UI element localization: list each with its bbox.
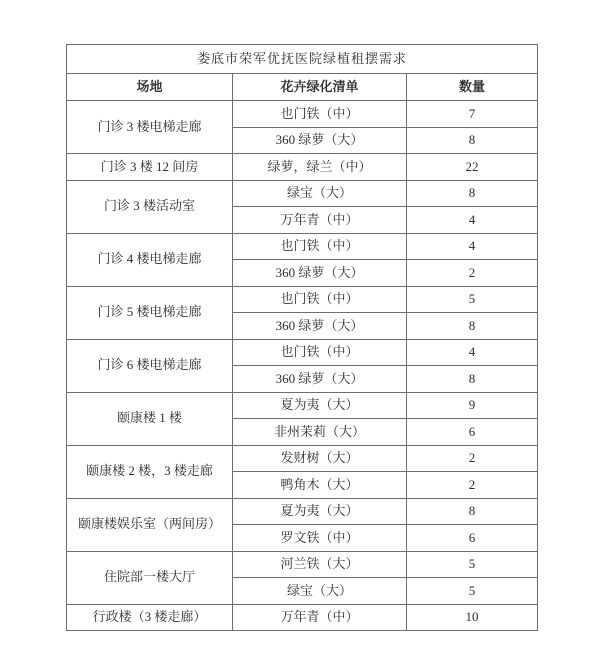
plant-cell: 绿宝（大） xyxy=(233,180,407,207)
plant-cell: 罗文铁（中） xyxy=(233,525,407,552)
plant-cell: 万年青（中） xyxy=(233,207,407,234)
plant-cell: 鸭角木（大） xyxy=(233,472,407,499)
quantity-cell: 5 xyxy=(407,551,538,578)
table-title: 娄底市荣军优抚医院绿植租摆需求 xyxy=(67,45,538,74)
venue-cell: 门诊 4 楼电梯走廊 xyxy=(67,233,233,286)
venue-cell: 住院部一楼大厅 xyxy=(67,551,233,604)
quantity-cell: 8 xyxy=(407,180,538,207)
quantity-cell: 4 xyxy=(407,233,538,260)
plant-cell: 非州茉莉（大） xyxy=(233,419,407,446)
table-row xyxy=(67,551,538,578)
quantity-cell: 4 xyxy=(407,207,538,234)
plant-cell: 绿宝（大） xyxy=(233,578,407,605)
plant-cell: 河兰铁（大） xyxy=(233,551,407,578)
quantity-cell: 8 xyxy=(407,313,538,340)
quantity-cell: 8 xyxy=(407,366,538,393)
table-row xyxy=(67,154,538,181)
table-row xyxy=(67,286,538,313)
venue-cell: 门诊 3 楼电梯走廊 xyxy=(67,101,233,154)
quantity-cell: 5 xyxy=(407,286,538,313)
quantity-cell: 2 xyxy=(407,472,538,499)
plant-cell: 也门铁（中） xyxy=(233,233,407,260)
plant-cell: 万年青（中） xyxy=(233,604,407,631)
quantity-cell: 6 xyxy=(407,419,538,446)
table-row xyxy=(67,392,538,419)
plant-cell: 也门铁（中） xyxy=(233,339,407,366)
table-body xyxy=(67,101,538,631)
table-row xyxy=(67,339,538,366)
quantity-cell: 5 xyxy=(407,578,538,605)
table-row xyxy=(67,101,538,128)
column-header-venue: 场地 xyxy=(67,74,233,101)
plant-cell: 也门铁（中） xyxy=(233,286,407,313)
quantity-cell: 4 xyxy=(407,339,538,366)
venue-cell: 颐康楼 1 楼 xyxy=(67,392,233,445)
quantity-cell: 6 xyxy=(407,525,538,552)
column-header-plants: 花卉绿化清单 xyxy=(233,74,407,101)
venue-cell: 行政楼（3 楼走廊） xyxy=(67,604,233,631)
plant-cell: 发财树（大） xyxy=(233,445,407,472)
venue-cell: 门诊 3 楼活动室 xyxy=(67,180,233,233)
venue-cell: 颐康楼 2 楼，3 楼走廊 xyxy=(67,445,233,498)
plant-cell: 360 绿萝（大） xyxy=(233,313,407,340)
quantity-cell: 8 xyxy=(407,127,538,154)
quantity-cell: 7 xyxy=(407,101,538,128)
venue-cell: 颐康楼娱乐室（两间房） xyxy=(67,498,233,551)
table-row xyxy=(67,233,538,260)
venue-cell: 门诊 3 楼 12 间房 xyxy=(67,154,233,181)
table-title-row xyxy=(67,45,538,74)
plant-cell: 360 绿萝（大） xyxy=(233,127,407,154)
quantity-cell: 2 xyxy=(407,445,538,472)
plant-rental-table xyxy=(66,44,538,631)
plant-cell: 360 绿萝（大） xyxy=(233,366,407,393)
table-header-row xyxy=(67,74,538,101)
quantity-cell: 22 xyxy=(407,154,538,181)
table-row xyxy=(67,180,538,207)
quantity-cell: 10 xyxy=(407,604,538,631)
quantity-cell: 9 xyxy=(407,392,538,419)
table-row xyxy=(67,445,538,472)
venue-cell: 门诊 5 楼电梯走廊 xyxy=(67,286,233,339)
plant-cell: 夏为夷（大） xyxy=(233,498,407,525)
plant-cell: 夏为夷（大） xyxy=(233,392,407,419)
plant-cell: 360 绿萝（大） xyxy=(233,260,407,287)
venue-cell: 门诊 6 楼电梯走廊 xyxy=(67,339,233,392)
table-row xyxy=(67,498,538,525)
quantity-cell: 8 xyxy=(407,498,538,525)
plant-cell: 绿萝，绿兰（中） xyxy=(233,154,407,181)
quantity-cell: 2 xyxy=(407,260,538,287)
column-header-qty: 数量 xyxy=(407,74,538,101)
table-row xyxy=(67,604,538,631)
plant-cell: 也门铁（中） xyxy=(233,101,407,128)
